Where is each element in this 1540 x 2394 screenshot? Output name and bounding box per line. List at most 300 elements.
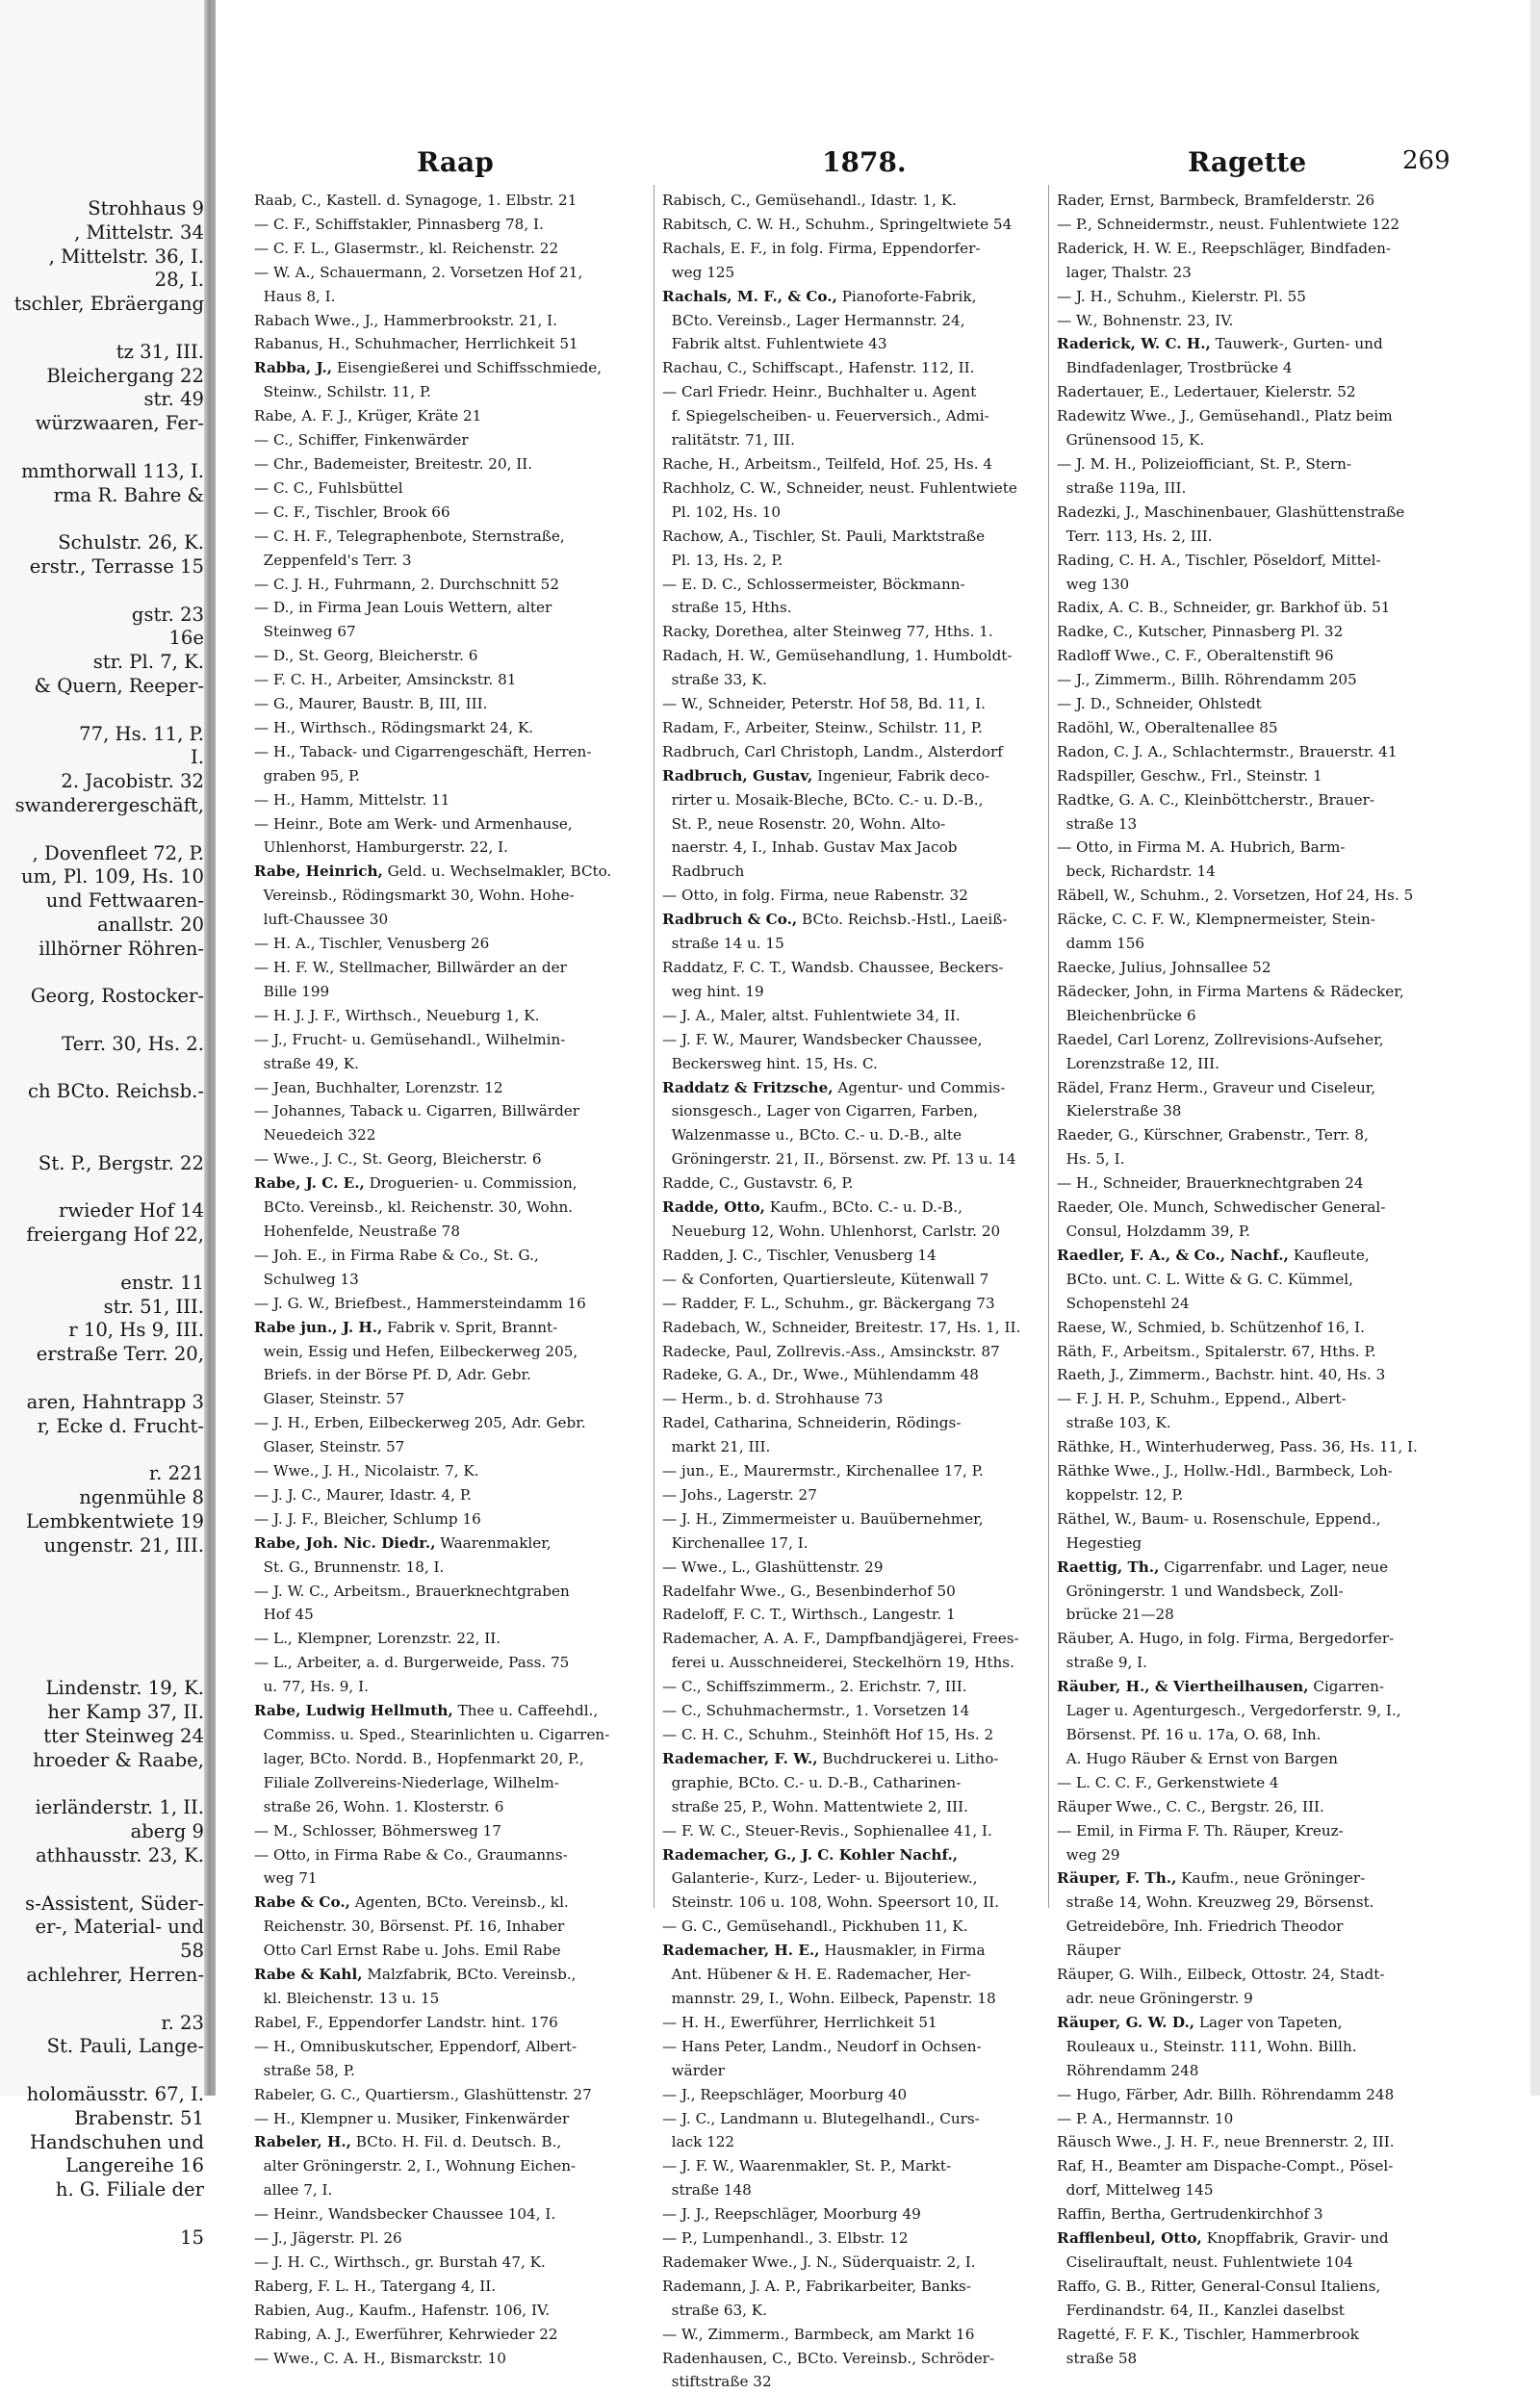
sliver-line	[0, 962, 204, 986]
sliver-line: Strohhaus 9	[88, 197, 204, 219]
entry-text: Bille 199	[254, 982, 330, 1000]
entry-name-bold: Rademacher, F. W.,	[662, 1749, 818, 1767]
directory-entry-line	[254, 1843, 644, 1867]
directory-entry-line	[662, 1915, 1052, 1939]
sliver-line	[0, 2202, 204, 2227]
directory-entry-line	[662, 2299, 1052, 2323]
directory-entry-line	[254, 2202, 644, 2227]
entry-text: — J. J. F., Bleicher, Schlump 16	[254, 1509, 481, 1528]
entry-text: — J., Zimmerm., Billh. Röhrendamm 205	[1057, 671, 1357, 689]
sliver-line: ungenstr. 21, III.	[43, 1533, 204, 1557]
entry-text: — E. D. C., Schlossermeister, Böckmann-	[662, 575, 965, 593]
directory-entry-line	[662, 2059, 1052, 2083]
directory-entry-line	[254, 2251, 644, 2275]
entry-text: straße 58	[1057, 2349, 1138, 2367]
entry-text: Raeder, Ole. Munch, Schwedischer General-	[1057, 1198, 1386, 1217]
entry-text: Commiss. u. Sped., Stearinlichten u. Cigarren-	[254, 1726, 610, 1743]
directory-entry-line	[662, 1556, 1052, 1580]
directory-entry-line	[662, 764, 1052, 788]
entry-text: Raedel, Carl Lorenz, Zollrevisions-Aufseher,	[1057, 1030, 1384, 1048]
entry-name-bold: Rachals, M. F., & Co.,	[662, 287, 837, 305]
entry-text: BCto. Vereinsb., Lager Hermannstr. 24,	[662, 311, 965, 329]
directory-entry-line	[662, 908, 1052, 932]
sliver-line	[0, 818, 204, 842]
directory-entry-line	[1057, 1580, 1447, 1604]
directory-entry-line	[1057, 884, 1447, 908]
entry-text: — P., Schneidermstr., neust. Fuhlentwiete 122	[1057, 215, 1399, 233]
sliver-line	[0, 1176, 204, 1200]
entry-text: Geld. u. Wechselmakler, BCto.	[382, 862, 612, 881]
entry-text: wein, Essig und Hefen, Eilbeckerweg 205,	[254, 1342, 578, 1360]
entry-text: Rabel, F., Eppendorfer Landstr. hint. 176	[254, 2013, 558, 2031]
directory-entry-line	[254, 1675, 644, 1699]
directory-entry-line	[662, 692, 1052, 716]
sliver-line: freiergang Hof 22,	[26, 1223, 204, 1247]
directory-entry-line	[662, 501, 1052, 525]
directory-entry-line	[662, 1220, 1052, 1244]
directory-entry-line	[1057, 764, 1447, 788]
entry-text: — Wwe., J. C., St. Georg, Bleicherstr. 6	[254, 1150, 542, 1169]
directory-entry-line	[662, 1316, 1052, 1340]
entry-text: Rabeler, G. C., Quartiersm., Glashüttenstr. 27	[254, 2085, 592, 2103]
entry-name-bold: Radbruch, Gustav,	[662, 766, 813, 785]
directory-entry-line	[254, 836, 644, 860]
directory-entry-line	[1057, 836, 1447, 860]
sliver-line: rma R. Bahre &	[53, 483, 204, 506]
directory-entry-line	[662, 1435, 1052, 1459]
directory-entry-line	[1057, 908, 1447, 932]
directory-entry-line	[662, 549, 1052, 573]
entry-text: Otto Carl Ernst Rabe u. Johs. Emil Rabe	[254, 1942, 561, 1960]
entry-text: Uhlenhorst, Hamburgerstr. 22, I.	[254, 838, 508, 857]
entry-text: Getreideböre, Inh. Friedrich Theodor	[1057, 1918, 1344, 1936]
entry-text: markt 21, III.	[662, 1438, 771, 1456]
entry-name-bold: Rabe & Co.,	[254, 1893, 350, 1912]
directory-entry-line	[662, 1987, 1052, 2011]
entry-text: Gröningerstr. 1 und Wandsbeck, Zoll-	[1057, 1582, 1344, 1600]
directory-entry-line	[1057, 1435, 1447, 1459]
entry-text: Haus 8, I.	[254, 287, 336, 305]
page-edge-right	[1530, 0, 1540, 2096]
directory-entry-line	[1057, 1987, 1447, 2011]
entry-text: Pl. 102, Hs. 10	[662, 502, 782, 521]
directory-entry-line	[254, 1076, 644, 1100]
directory-entry-line	[662, 525, 1052, 549]
directory-entry-line	[1057, 596, 1447, 620]
entry-text: — Carl Friedr. Heinr., Buchhalter u. Agent	[662, 383, 977, 401]
entry-text: Cigarren-	[1308, 1678, 1385, 1696]
entry-text: — H., Taback- und Cigarrengeschäft, Herren-	[254, 742, 592, 760]
directory-entry-line	[1057, 1004, 1447, 1028]
entry-text: Fabrik altst. Fuhlentwiete 43	[662, 335, 887, 353]
sliver-line: rwieder Hof 14	[58, 1199, 204, 1223]
entry-text: Pianoforte-Fabrik,	[836, 287, 977, 305]
entry-text: — J. H., Zimmermeister u. Bauübernehmer,	[662, 1509, 984, 1528]
directory-entry-line	[662, 1891, 1052, 1915]
directory-entry-line	[662, 596, 1052, 620]
entry-text: Radke, C., Kutscher, Pinnasberg Pl. 32	[1057, 623, 1344, 641]
directory-entry-line	[1057, 740, 1447, 764]
entry-text: — C. F., Schiffstakler, Pinnasberg 78, I.	[254, 215, 544, 233]
directory-entry-line	[1057, 2275, 1447, 2299]
directory-entry-line	[254, 1603, 644, 1627]
sliver-line	[0, 2059, 204, 2083]
directory-entry-line	[254, 620, 644, 644]
directory-entry-line	[1057, 573, 1447, 597]
entry-text: straße 15, Hths.	[662, 599, 792, 617]
entry-text: — J. F. W., Waarenmakler, St. P., Markt-	[662, 2157, 952, 2175]
directory-entry-line	[254, 2083, 644, 2107]
directory-entry-line	[662, 1866, 1052, 1891]
sliver-line: & Quern, Reeper-	[34, 674, 204, 697]
header-left: Raap	[417, 146, 494, 178]
entry-text: — H. H., Ewerführer, Herrlichkeit 51	[662, 2013, 937, 2031]
sliver-line: str. Pl. 7, K.	[92, 651, 204, 674]
entry-text: Radde, C., Gustavstr. 6, P.	[662, 1174, 854, 1193]
directory-entry-line	[662, 980, 1052, 1004]
directory-entry-line	[254, 740, 644, 764]
entry-text: straße 58, P.	[254, 2061, 355, 2079]
directory-entry-line	[1057, 1363, 1447, 1387]
entry-text: straße 25, P., Wohn. Mattentwiete 2, III.	[662, 1797, 968, 1815]
directory-entry-line	[662, 476, 1052, 501]
entry-text: Radezki, J., Maschinenbauer, Glashüttenstraße	[1057, 502, 1405, 521]
sliver-line: r. 221	[148, 1462, 204, 1485]
entry-text: Rading, C. H. A., Tischler, Pöseldorf, Mittel-	[1057, 551, 1381, 569]
entry-text: Räthel, W., Baum- u. Rosenschule, Eppend.,	[1057, 1509, 1381, 1528]
entry-text: — Joh. E., in Firma Rabe & Co., St. G.,	[254, 1246, 539, 1264]
entry-text: — C. F., Tischler, Brook 66	[254, 502, 450, 521]
sliver-line	[0, 1367, 204, 1391]
entry-name-bold: Räuber, H., & Viertheilhausen,	[1057, 1678, 1309, 1696]
entry-text: Radloff Wwe., C. F., Oberaltenstift 96	[1057, 647, 1334, 665]
sliver-line	[0, 579, 204, 604]
directory-entry-line	[254, 2130, 644, 2154]
entry-text: weg 125	[662, 263, 735, 281]
directory-entry-line	[254, 1411, 644, 1435]
directory-entry-line	[1057, 1387, 1447, 1411]
entry-text: Hegestieg	[1057, 1533, 1142, 1552]
directory-entry-line	[254, 1220, 644, 1244]
directory-entry-line	[254, 908, 644, 932]
directory-entry-line	[662, 788, 1052, 812]
directory-entry-line	[662, 237, 1052, 261]
entry-text: stiftstraße 32	[662, 2373, 772, 2391]
directory-entry-line	[254, 1435, 644, 1459]
entry-text: — Otto, in Firma Rabe & Co., Graumanns-	[254, 1845, 568, 1864]
entry-text: lager, BCto. Nordd. B., Hopfenmarkt 20, P.,	[254, 1749, 584, 1767]
entry-text: Glaser, Steinstr. 57	[254, 1390, 405, 1408]
entry-text: Briefs. in der Börse Pf. D, Adr. Gebr.	[254, 1366, 531, 1384]
directory-entry-line	[662, 1340, 1052, 1364]
directory-entry-line	[662, 2130, 1052, 2154]
sliver-line: ngenmühle 8	[79, 1486, 204, 1509]
entry-text: — J., Frucht- u. Gemüsehandl., Wilhelmin-	[254, 1030, 566, 1048]
sliver-line: 15	[180, 2226, 204, 2249]
directory-entry-line	[1057, 213, 1447, 237]
sliver-line: gstr. 23	[131, 603, 204, 626]
directory-entry-line	[662, 1363, 1052, 1387]
directory-entry-line	[254, 1723, 644, 1747]
entry-text: lack 122	[662, 2133, 735, 2151]
entry-name-bold: Raderick, W. C. H.,	[1057, 335, 1211, 353]
directory-entry-line	[1057, 2083, 1447, 2107]
entry-text: BCto. H. Fil. d. Deutsch. B.,	[350, 2133, 562, 2151]
entry-text: Radbruch, Carl Christoph, Landm., Alsterdorf	[662, 742, 1003, 760]
directory-entry-line	[1057, 1963, 1447, 1987]
sliver-line: str. 51, III.	[103, 1295, 204, 1318]
directory-entry-line	[1057, 1915, 1447, 1939]
directory-entry-line	[1057, 261, 1447, 285]
sliver-line: um, Pl. 109, Hs. 10	[21, 865, 204, 888]
directory-entry-line	[254, 1795, 644, 1819]
sliver-line: tter Steinweg 24	[43, 1725, 204, 1747]
entry-text: — J., Reepschläger, Moorburg 40	[662, 2085, 908, 2103]
directory-entry-line	[662, 2107, 1052, 2131]
sliver-line	[0, 507, 204, 531]
entry-text: — P., Lumpenhandl., 3. Elbstr. 12	[662, 2229, 909, 2248]
directory-entry-line	[662, 2275, 1052, 2299]
sliver-line	[0, 436, 204, 460]
sliver-line: Bleichergang 22	[46, 364, 204, 387]
directory-entry-line	[662, 1099, 1052, 1123]
directory-entry-line	[1057, 716, 1447, 740]
sliver-line: 77, Hs. 11, P.	[79, 722, 204, 745]
sliver-line	[0, 1057, 204, 1081]
directory-entry-line	[662, 956, 1052, 980]
entry-text: Hohenfelde, Neustraße 78	[254, 1222, 460, 1240]
entry-text: Radspiller, Geschw., Frl., Steinstr. 1	[1057, 766, 1322, 785]
entry-text: — Radder, F. L., Schuhm., gr. Bäckergang 73	[662, 1294, 995, 1312]
directory-entry-line	[662, 1939, 1052, 1963]
entry-text: — Otto, in Firma M. A. Hubrich, Barm-	[1057, 838, 1346, 857]
entry-text: Bindfadenlager, Trostbrücke 4	[1057, 359, 1293, 377]
entry-name-bold: Rabba, J.,	[254, 359, 333, 377]
directory-entry-line	[662, 452, 1052, 476]
entry-text: Pl. 13, Hs. 2, P.	[662, 551, 783, 569]
entry-name-bold: Raedler, F. A., & Co., Nachf.,	[1057, 1246, 1289, 1264]
directory-entry-line	[254, 380, 644, 404]
directory-entry-line	[1057, 380, 1447, 404]
entry-text: — H. F. W., Stellmacher, Billwärder an der	[254, 959, 567, 976]
directory-entry-line	[662, 2347, 1052, 2371]
sliver-line: würzwaaren, Fer-	[35, 412, 204, 435]
entry-text: alter Gröningerstr. 2, I., Wohnung Eichen-	[254, 2157, 577, 2175]
entry-text: — J. C., Landmann u. Blutegelhandl., Curs-	[662, 2109, 980, 2127]
directory-entry-line	[1057, 1675, 1447, 1699]
entry-text: sionsgesch., Lager von Cigarren, Farben,	[662, 1102, 978, 1120]
directory-entry-line	[1057, 2323, 1447, 2347]
directory-entry-line	[254, 2107, 644, 2131]
directory-entry-line	[662, 836, 1052, 860]
directory-entry-line	[254, 1147, 644, 1171]
sliver-line: Langereihe 16	[64, 2154, 204, 2177]
directory-entry-line	[254, 1483, 644, 1507]
entry-text: Steinstr. 106 u. 108, Wohn. Speersort 10, II.	[662, 1893, 1000, 1912]
entry-name-bold: Rabeler, H.,	[254, 2133, 351, 2151]
entry-text: Räuper	[1057, 1942, 1121, 1960]
directory-entry-line	[254, 1244, 644, 1268]
directory-entry-line	[254, 2299, 644, 2323]
entry-text: Ragetté, F. F. K., Tischler, Hammerbrook	[1057, 2325, 1359, 2343]
entry-text: Reichenstr. 30, Börsenst. Pf. 16, Inhaber	[254, 1918, 565, 1936]
directory-entry-line	[662, 932, 1052, 956]
directory-entry-line	[1057, 2154, 1447, 2178]
directory-entry-line	[662, 1292, 1052, 1316]
directory-entry-line	[662, 356, 1052, 380]
sliver-line: enstr. 11	[120, 1271, 204, 1294]
entry-text: Rabanus, H., Schuhmacher, Herrlichkeit 51	[254, 335, 578, 353]
directory-entry-line	[254, 2347, 644, 2371]
sliver-line: ch BCto. Reichsb.-	[27, 1080, 204, 1103]
entry-text: Ant. Hübener & H. E. Rademacher, Her-	[662, 1966, 971, 1984]
entry-text: — H. J. J. F., Wirthsch., Neueburg 1, K.	[254, 1006, 540, 1024]
entry-text: Schopenstehl 24	[1057, 1294, 1190, 1312]
sliver-line: Handschuhen und	[29, 2130, 204, 2153]
directory-entry-line	[1057, 812, 1447, 837]
entry-text: — Chr., Bademeister, Breitestr. 20, II.	[254, 454, 533, 473]
entry-text: Neueburg 12, Wohn. Uhlenhorst, Carlstr. 20	[662, 1222, 1001, 1240]
sliver-line	[0, 1988, 204, 2012]
directory-entry-line	[254, 1004, 644, 1028]
directory-entry-line	[1057, 1532, 1447, 1556]
sliver-line: Lembkentwiete 19	[26, 1509, 204, 1532]
entry-text: f. Spiegelscheiben- u. Feuerversich., Admi-	[662, 407, 989, 425]
directory-entry-line	[254, 884, 644, 908]
directory-entry-line	[254, 285, 644, 309]
directory-entry-line	[254, 2178, 644, 2202]
directory-entry-line	[662, 860, 1052, 884]
sliver-line: Schulstr. 26, K.	[58, 531, 204, 554]
entry-text: Raddatz, F. C. T., Wandsb. Chaussee, Beckers-	[662, 959, 1004, 976]
directory-entry-line	[1057, 428, 1447, 452]
entry-text: Rachow, A., Tischler, St. Pauli, Marktstraße	[662, 527, 986, 545]
directory-entry-line	[1057, 1939, 1447, 1963]
entry-text: Agentur- und Commis-	[833, 1078, 1006, 1096]
entry-text: Rachau, C., Schiffscapt., Hafenstr. 112, II.	[662, 359, 975, 377]
entry-text: Raese, W., Schmied, b. Schützenhof 16, I.	[1057, 1318, 1365, 1336]
sliver-line	[0, 1438, 204, 1462]
entry-text: — C. F. L., Glasermstr., kl. Reichenstr. 22	[254, 239, 559, 257]
directory-entry-line	[662, 1147, 1052, 1171]
directory-entry-line	[254, 2011, 644, 2035]
directory-entry-line	[662, 1963, 1052, 1987]
entry-text: Ferdinandstr. 64, II., Kanzlei daselbst	[1057, 2301, 1345, 2319]
entry-text: Rademaker Wwe., J. N., Süderquaistr. 2, I.	[662, 2252, 976, 2271]
directory-entry-line	[254, 644, 644, 668]
directory-entry-line	[662, 1771, 1052, 1795]
entry-text: Räuper, G. Wilh., Eilbeck, Ottostr. 24, Stadt-	[1057, 1966, 1385, 1984]
entry-text: brücke 21—28	[1057, 1606, 1174, 1624]
directory-entry-line	[1057, 1196, 1447, 1220]
directory-entry-line	[662, 1747, 1052, 1771]
directory-entry-line	[662, 2370, 1052, 2394]
entry-text: Rader, Ernst, Barmbeck, Bramfelderstr. 26	[1057, 192, 1375, 209]
entry-text: Rachals, E. F., in folg. Firma, Eppendorfer-	[662, 239, 981, 257]
sliver-line: swanderergeschäft,	[14, 793, 204, 816]
directory-entry-line	[254, 1196, 644, 1220]
entry-text: Börsenst. Pf. 16 u. 17a, O. 68, Inh.	[1057, 1726, 1322, 1743]
entry-text: — F. C. H., Arbeiter, Amsinckstr. 81	[254, 671, 517, 689]
directory-page	[216, 0, 1540, 2391]
directory-entry-line	[254, 1387, 644, 1411]
entry-text: — J. A., Maler, altst. Fuhlentwiete 34, II.	[662, 1006, 961, 1024]
directory-entry-line	[254, 525, 644, 549]
entry-text: adr. neue Gröningerstr. 9	[1057, 1989, 1253, 2007]
directory-entry-line	[662, 261, 1052, 285]
directory-entry-line	[254, 980, 644, 1004]
sliver-line	[0, 1248, 204, 1272]
sliver-line: holomäusstr. 67, I.	[26, 2082, 204, 2105]
entry-text: BCto. unt. C. L. Witte & G. C. Kümmel,	[1057, 1270, 1353, 1288]
entry-text: — D., St. Georg, Bleicherstr. 6	[254, 647, 478, 665]
directory-entry-line	[254, 692, 644, 716]
directory-entry-line	[254, 1171, 644, 1196]
directory-entry-line	[254, 596, 644, 620]
directory-entry-line	[1057, 2347, 1447, 2371]
directory-entry-line	[1057, 1292, 1447, 1316]
sliver-line: , Dovenfleet 72, P.	[32, 841, 204, 864]
entry-text: Thee u. Caffeehdl.,	[452, 1702, 599, 1720]
entry-text: lager, Thalstr. 23	[1057, 263, 1192, 281]
directory-entry-line	[1057, 2227, 1447, 2251]
entry-name-bold: Räuper, F. Th.,	[1057, 1869, 1177, 1888]
sliver-line	[0, 1582, 204, 1606]
sliver-line: r, Ecke d. Frucht-	[37, 1414, 204, 1437]
directory-entry-line	[662, 213, 1052, 237]
entry-text: u. 77, Hs. 9, I.	[254, 1678, 369, 1696]
directory-entry-line	[254, 788, 644, 812]
header-right: Ragette	[1188, 146, 1307, 178]
directory-entry-line	[254, 1292, 644, 1316]
entry-text: Radix, A. C. B., Schneider, gr. Barkhof üb. 51	[1057, 599, 1391, 617]
entry-text: — G., Maurer, Baustr. B, III, III.	[254, 695, 488, 713]
directory-entry-line	[254, 261, 644, 285]
directory-entry-line	[1057, 1651, 1447, 1675]
entry-text: — C. H. C., Schuhm., Steinhöft Hof 15, Hs. 2	[662, 1726, 994, 1743]
directory-entry-line	[1057, 1171, 1447, 1196]
directory-entry-line	[662, 1052, 1052, 1076]
directory-entry-line	[1057, 1843, 1447, 1867]
sliver-line: her Kamp 37, II.	[47, 1701, 204, 1724]
entry-name-bold: Räuper, G. W. D.,	[1057, 2013, 1195, 2031]
entry-text: beck, Richardstr. 14	[1057, 862, 1216, 881]
entry-text: dorf, Mittelweg 145	[1057, 2181, 1214, 2200]
directory-entry-line	[1057, 2011, 1447, 2035]
directory-entry-line	[662, 2323, 1052, 2347]
entry-text: — jun., E., Maurermstr., Kirchenallee 17, P.	[662, 1462, 984, 1480]
directory-entry-line	[662, 1627, 1052, 1651]
directory-entry-line	[254, 1099, 644, 1123]
entry-text: BCto. Vereinsb., kl. Reichenstr. 30, Wohn.	[254, 1198, 574, 1217]
sliver-line	[0, 1654, 204, 1678]
entry-text: straße 9, I.	[1057, 1654, 1147, 1672]
directory-entry-line	[1057, 452, 1447, 476]
entry-text: Cigarrenfabr. und Lager, neue	[1159, 1557, 1389, 1576]
directory-entry-line	[1057, 2107, 1447, 2131]
directory-entry-line	[1057, 1340, 1447, 1364]
directory-entry-line	[254, 1819, 644, 1843]
directory-entry-line	[254, 213, 644, 237]
entry-text: — W. A., Schauermann, 2. Vorsetzen Hof 21,	[254, 263, 583, 281]
entry-name-bold: Rabe jun., J. H.,	[254, 1318, 383, 1336]
directory-entry-line	[254, 1123, 644, 1147]
entry-name-bold: Rabe & Kahl,	[254, 1966, 363, 1984]
sliver-line	[0, 1773, 204, 1797]
directory-entry-line	[1057, 644, 1447, 668]
sliver-line: ierländerstr. 1, II.	[35, 1796, 204, 1819]
sliver-line	[0, 1868, 204, 1892]
